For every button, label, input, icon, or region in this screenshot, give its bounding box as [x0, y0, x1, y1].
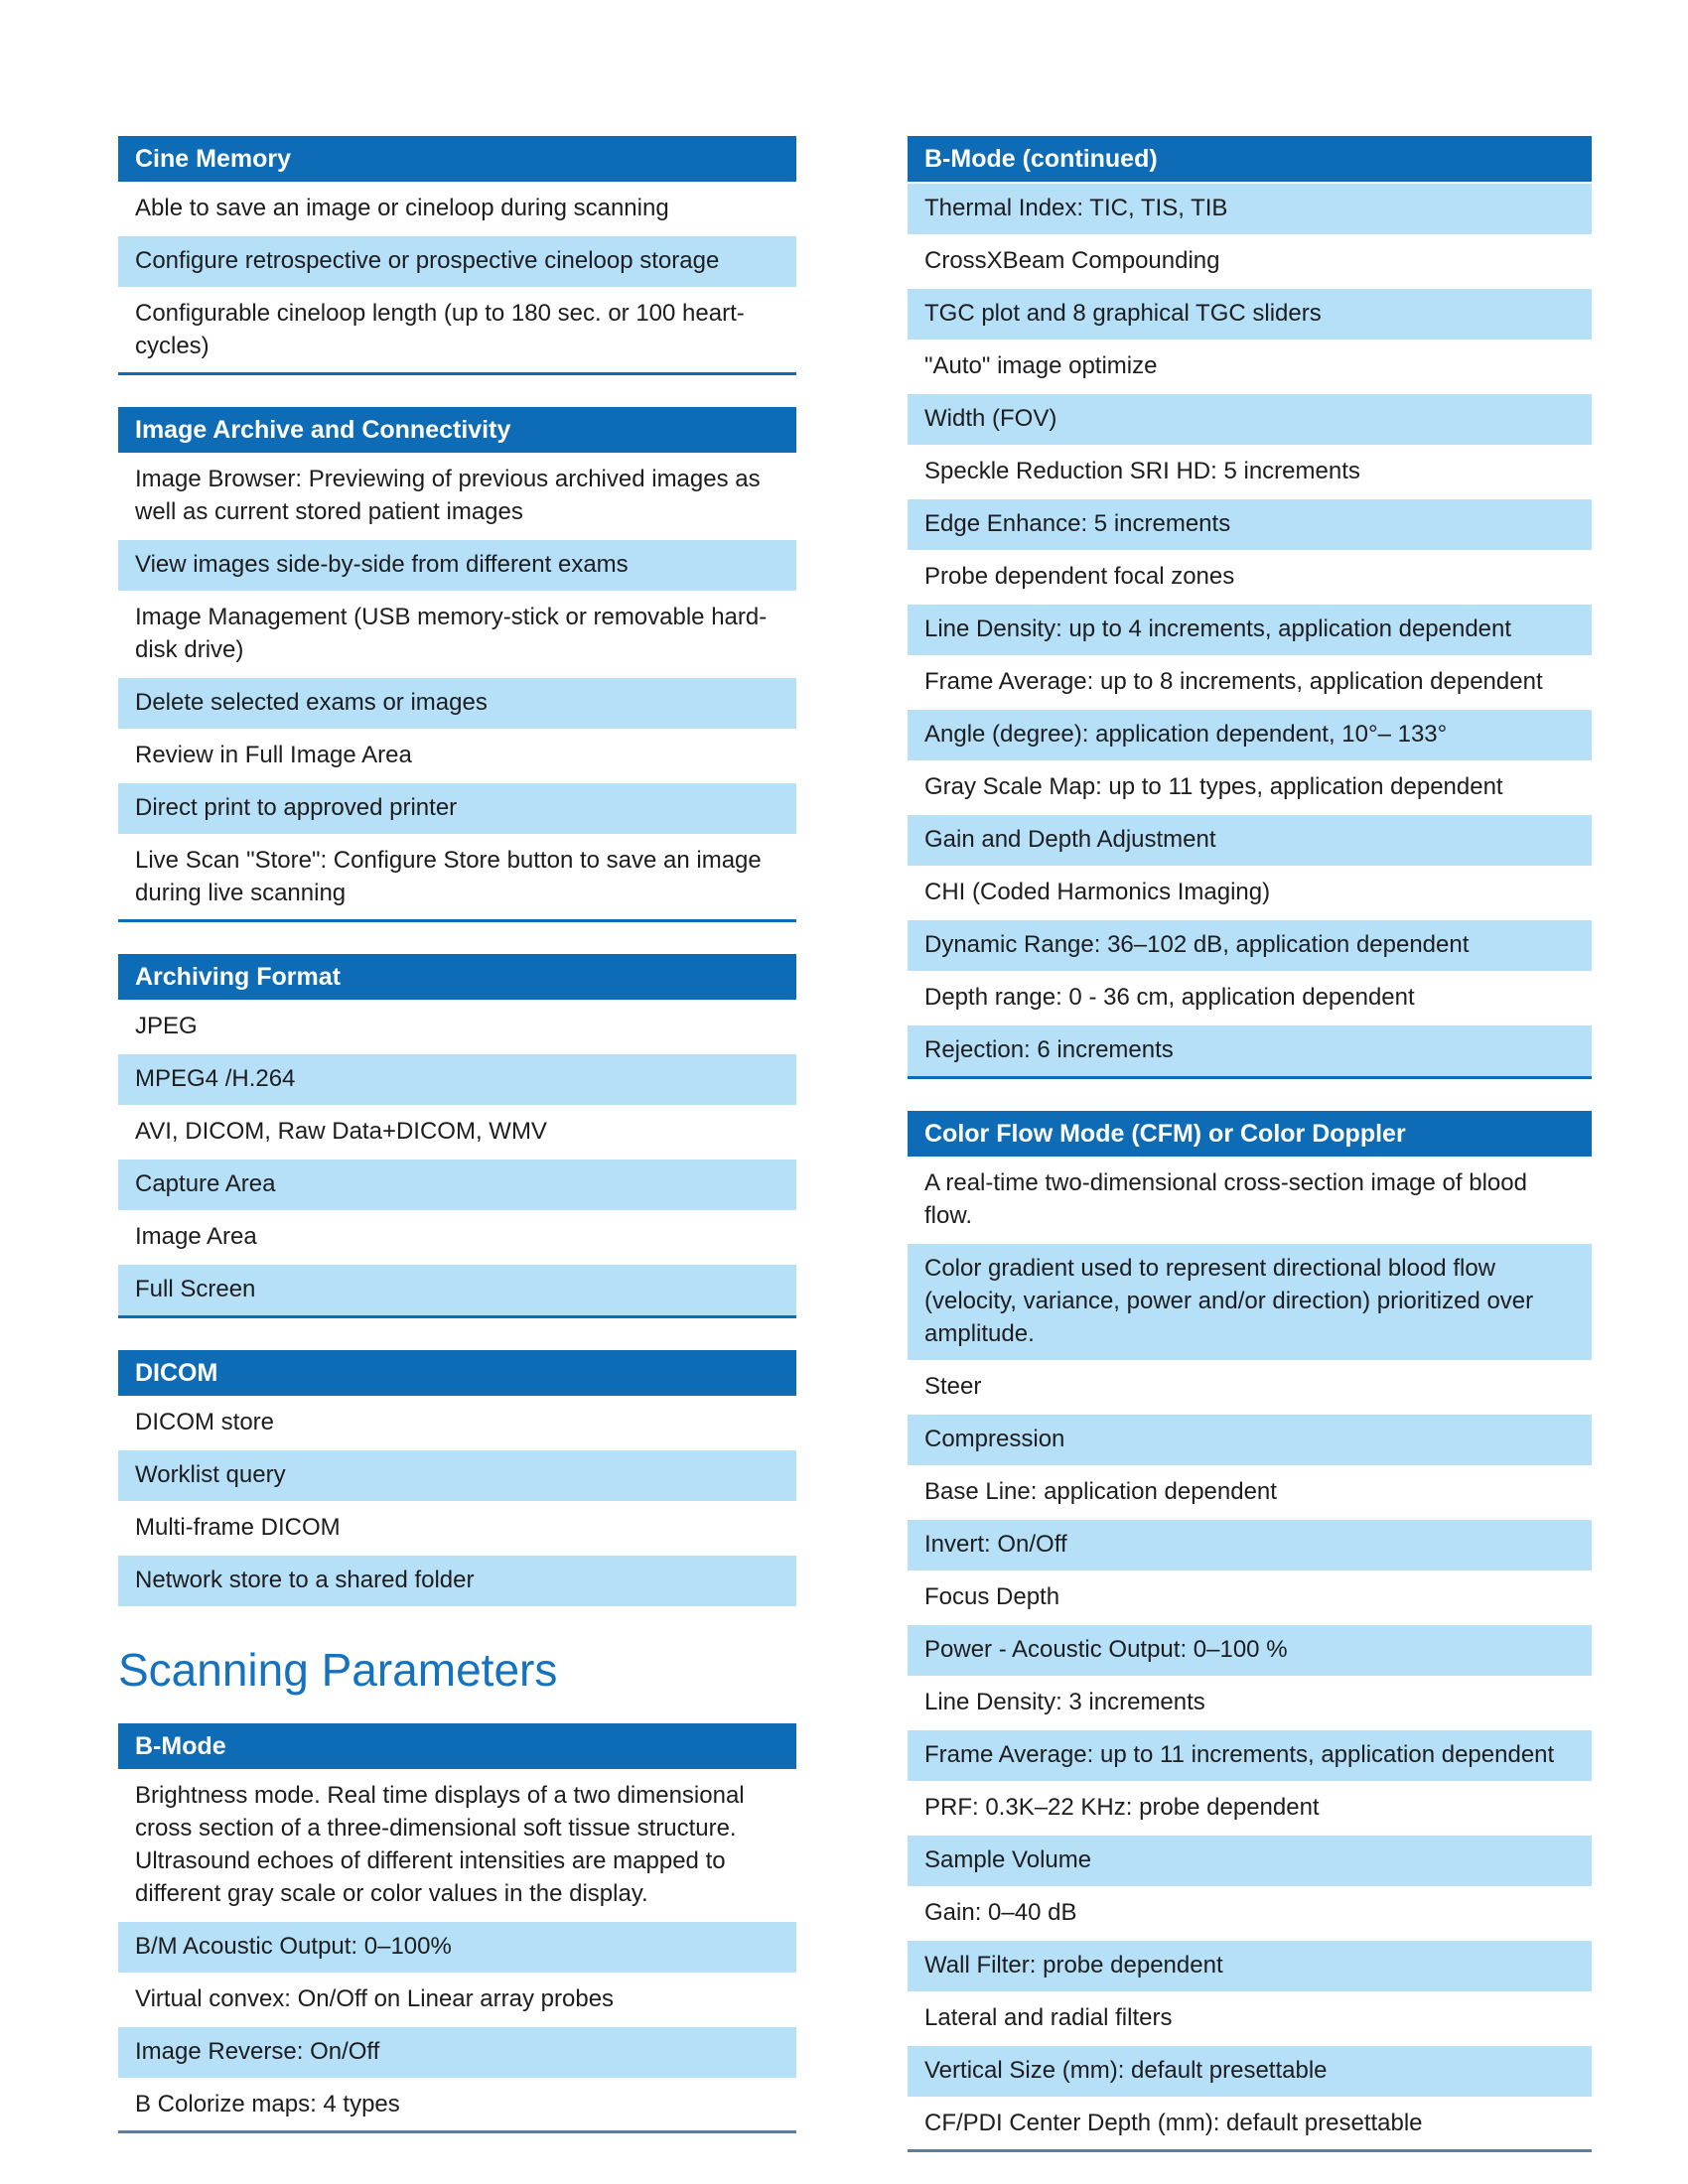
spec-row: Image Reverse: On/Off: [118, 2025, 796, 2078]
spec-row: Configurable cineloop length (up to 180 sec. or 100 heart-cycles): [118, 287, 796, 372]
section-header: Image Archive and Connectivity: [118, 407, 796, 453]
spec-row: Sample Volume: [908, 1834, 1592, 1886]
spec-row: "Auto" image optimize: [908, 340, 1592, 392]
spec-section: [118, 1350, 796, 1606]
spec-row: CF/PDI Center Depth (mm): default presettable: [908, 2097, 1592, 2149]
spec-row: CrossXBeam Compounding: [908, 234, 1592, 287]
spec-row: Invert: On/Off: [908, 1518, 1592, 1570]
spec-row: Brightness mode. Real time displays of a two dimensional cross section of a three-dimensional soft tissue structure. Ultrasound echoes of different intensities are mapped to different gray scale or color values in the display.: [118, 1769, 796, 1920]
spec-row: Focus Depth: [908, 1570, 1592, 1623]
spec-row: Thermal Index: TIC, TIS, TIB: [908, 182, 1592, 234]
spec-row: CHI (Coded Harmonics Imaging): [908, 866, 1592, 918]
spec-row: Speckle Reduction SRI HD: 5 increments: [908, 445, 1592, 497]
spec-row: Virtual convex: On/Off on Linear array probes: [118, 1973, 796, 2025]
spec-row: Worklist query: [118, 1448, 796, 1501]
spec-row: Full Screen: [118, 1263, 796, 1315]
spec-section: [908, 136, 1592, 1079]
section-header: B-Mode (continued): [908, 136, 1592, 182]
spec-row: Able to save an image or cineloop during scanning: [118, 182, 796, 234]
spec-section: [908, 1111, 1592, 2152]
spec-row: JPEG: [118, 1000, 796, 1052]
spec-row: Frame Average: up to 11 increments, application dependent: [908, 1728, 1592, 1781]
spec-row: MPEG4 /H.264: [118, 1052, 796, 1105]
section-header: B-Mode: [118, 1723, 796, 1769]
spec-section: [118, 1723, 796, 2133]
spec-row: Steer: [908, 1360, 1592, 1413]
spec-row: Wall Filter: probe dependent: [908, 1939, 1592, 1991]
spec-row: Width (FOV): [908, 392, 1592, 445]
spec-row: B/M Acoustic Output: 0–100%: [118, 1920, 796, 1973]
spec-row: Edge Enhance: 5 increments: [908, 497, 1592, 550]
spec-row: Delete selected exams or images: [118, 676, 796, 729]
spec-row: Line Density: 3 increments: [908, 1676, 1592, 1728]
spec-row: Probe dependent focal zones: [908, 550, 1592, 603]
spec-row: B Colorize maps: 4 types: [118, 2078, 796, 2130]
spec-row: Lateral and radial filters: [908, 1991, 1592, 2044]
spec-row: Capture Area: [118, 1158, 796, 1210]
spec-row: Gray Scale Map: up to 11 types, application dependent: [908, 760, 1592, 813]
spec-section: [118, 954, 796, 1318]
section-header: DICOM: [118, 1350, 796, 1396]
spec-row: Depth range: 0 - 36 cm, application dependent: [908, 971, 1592, 1024]
right-column: [908, 136, 1592, 2184]
spec-row: Gain: 0–40 dB: [908, 1886, 1592, 1939]
spec-row: Live Scan "Store": Configure Store button to save an image during live scanning: [118, 834, 796, 919]
spec-row: Power - Acoustic Output: 0–100 %: [908, 1623, 1592, 1676]
left-column: [118, 136, 796, 2165]
spec-row: Line Density: up to 4 increments, application dependent: [908, 603, 1592, 655]
spec-row: Image Management (USB memory-stick or removable hard-disk drive): [118, 591, 796, 676]
spec-row: Gain and Depth Adjustment: [908, 813, 1592, 866]
section-group-title: Scanning Parameters: [118, 1644, 558, 1696]
spec-row: Rejection: 6 increments: [908, 1024, 1592, 1076]
spec-row: TGC plot and 8 graphical TGC sliders: [908, 287, 1592, 340]
spec-row: Multi-frame DICOM: [118, 1501, 796, 1554]
spec-section: [118, 136, 796, 375]
section-header: Archiving Format: [118, 954, 796, 1000]
spec-row: Image Browser: Previewing of previous archived images as well as current stored patient images: [118, 453, 796, 538]
spec-row: Dynamic Range: 36–102 dB, application dependent: [908, 918, 1592, 971]
spec-row: Network store to a shared folder: [118, 1554, 796, 1606]
spec-row: AVI, DICOM, Raw Data+DICOM, WMV: [118, 1105, 796, 1158]
spec-row: Angle (degree): application dependent, 10°– 133°: [908, 708, 1592, 760]
spec-row: Frame Average: up to 8 increments, application dependent: [908, 655, 1592, 708]
spec-row: DICOM store: [118, 1396, 796, 1448]
section-header: Color Flow Mode (CFM) or Color Doppler: [908, 1111, 1592, 1157]
spec-row: Vertical Size (mm): default presettable: [908, 2044, 1592, 2097]
section-header: Cine Memory: [118, 136, 796, 182]
spec-row: Color gradient used to represent directional blood flow (velocity, variance, power and/or direction) prioritized over amplitude.: [908, 1242, 1592, 1360]
spec-section: [118, 407, 796, 922]
spec-row: Compression: [908, 1413, 1592, 1465]
spec-row: Direct print to approved printer: [118, 781, 796, 834]
spec-row: Review in Full Image Area: [118, 729, 796, 781]
spec-row: Base Line: application dependent: [908, 1465, 1592, 1518]
spec-row: Image Area: [118, 1210, 796, 1263]
spec-row: A real-time two-dimensional cross-section image of blood flow.: [908, 1157, 1592, 1242]
spec-row: PRF: 0.3K–22 KHz: probe dependent: [908, 1781, 1592, 1834]
spec-row: Configure retrospective or prospective cineloop storage: [118, 234, 796, 287]
spec-row: View images side-by-side from different exams: [118, 538, 796, 591]
